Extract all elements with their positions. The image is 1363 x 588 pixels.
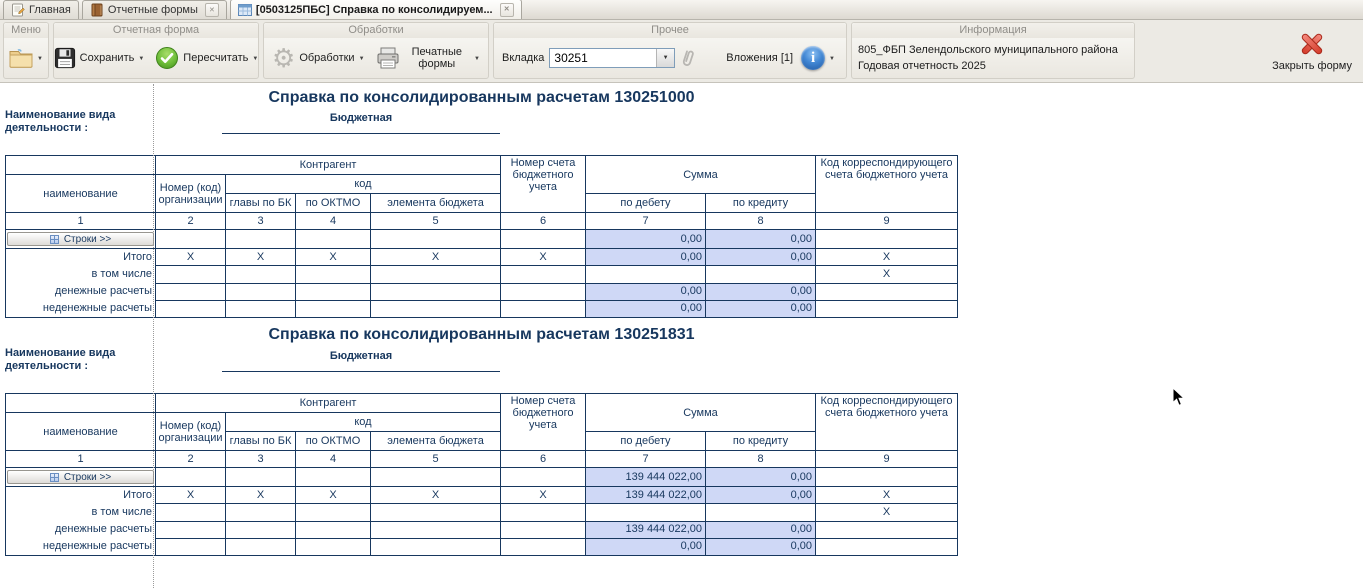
row-label-noncash: неденежные расчеты bbox=[42, 302, 152, 314]
processing-button[interactable] bbox=[269, 43, 368, 73]
close-form-label: Закрыть форму bbox=[1272, 59, 1352, 72]
printer-icon bbox=[376, 47, 400, 69]
cell-empty[interactable] bbox=[156, 266, 226, 283]
cell-x[interactable]: X bbox=[501, 487, 586, 504]
header-corr-account: Код корреспондирующего счета бюджетного учета bbox=[816, 156, 958, 213]
cell-empty[interactable] bbox=[371, 521, 501, 538]
cell-noncash-debit[interactable]: 0,00 bbox=[586, 300, 706, 317]
cell-input-debit[interactable]: 139 444 022,00 bbox=[586, 468, 706, 487]
notepad-icon bbox=[11, 3, 25, 17]
group-caption: Прочее bbox=[494, 23, 846, 38]
cell-empty[interactable] bbox=[226, 283, 296, 300]
header-empty bbox=[6, 156, 156, 175]
cell-x[interactable]: X bbox=[501, 249, 586, 266]
cell-cash-debit[interactable]: 139 444 022,00 bbox=[586, 521, 706, 538]
cell-noncash-credit[interactable]: 0,00 bbox=[706, 538, 816, 555]
cell-total-credit[interactable]: 0,00 bbox=[706, 487, 816, 504]
menu-button[interactable] bbox=[6, 46, 46, 70]
recalculate-label: Пересчитать bbox=[183, 52, 249, 64]
book-icon bbox=[90, 3, 104, 17]
cell-empty[interactable] bbox=[156, 468, 226, 487]
col-number: 4 bbox=[296, 213, 371, 230]
cell-empty[interactable] bbox=[816, 521, 958, 538]
cell-empty[interactable] bbox=[226, 504, 296, 521]
cell-x[interactable]: X bbox=[296, 487, 371, 504]
report-period-text: Годовая отчетность 2025 bbox=[858, 60, 986, 72]
cell-x[interactable]: X bbox=[296, 249, 371, 266]
col-number: 9 bbox=[816, 213, 958, 230]
close-x-icon bbox=[1298, 30, 1326, 58]
col-number: 7 bbox=[586, 451, 706, 468]
cell-empty[interactable] bbox=[371, 266, 501, 283]
row-label-cash: денежные расчеты bbox=[54, 523, 152, 535]
attachments-label: Вложения [1] bbox=[726, 52, 794, 64]
cell-empty[interactable] bbox=[226, 538, 296, 555]
row-labels-cell bbox=[6, 487, 156, 556]
cell-empty[interactable] bbox=[501, 538, 586, 555]
cell-empty[interactable] bbox=[296, 300, 371, 317]
row-label-including: в том числе bbox=[91, 268, 152, 280]
header-bk-chapter: главы по БК bbox=[226, 194, 296, 213]
toolbar bbox=[0, 20, 1363, 83]
rows-expand-button[interactable] bbox=[7, 470, 154, 484]
grid-icon bbox=[50, 235, 59, 244]
cell-input-credit[interactable]: 0,00 bbox=[706, 230, 816, 249]
dropdown-caret-icon bbox=[252, 52, 258, 64]
cell-empty[interactable] bbox=[371, 504, 501, 521]
cell-empty[interactable] bbox=[296, 266, 371, 283]
rows-expand-label: Строки >> bbox=[63, 471, 112, 483]
cell-total-debit[interactable]: 0,00 bbox=[586, 249, 706, 266]
col-number: 6 bbox=[501, 451, 586, 468]
row-labels-cell bbox=[6, 249, 156, 318]
cell-empty[interactable] bbox=[371, 468, 501, 487]
col-number: 2 bbox=[156, 451, 226, 468]
cell-input-debit[interactable]: 0,00 bbox=[586, 230, 706, 249]
cell-empty[interactable] bbox=[226, 266, 296, 283]
close-form-button[interactable] bbox=[1264, 22, 1360, 79]
row-label-including: в том числе bbox=[91, 506, 152, 518]
cell-empty[interactable] bbox=[501, 283, 586, 300]
header-oktmo: по ОКТМО bbox=[296, 432, 371, 451]
header-code: код bbox=[226, 175, 501, 194]
report-table-130251000 bbox=[5, 155, 958, 318]
header-sum: Сумма bbox=[586, 156, 816, 194]
cell-x[interactable]: X bbox=[226, 487, 296, 504]
cell-x[interactable]: X bbox=[226, 249, 296, 266]
rows-expand-button[interactable] bbox=[7, 232, 154, 246]
row-label-cash: денежные расчеты bbox=[54, 285, 152, 297]
col-number: 3 bbox=[226, 451, 296, 468]
cell-empty[interactable] bbox=[501, 468, 586, 487]
activity-type-label: Наименование вида деятельности : bbox=[5, 109, 116, 134]
cell-total-debit[interactable]: 139 444 022,00 bbox=[586, 487, 706, 504]
vkladka-label: Вкладка bbox=[502, 52, 545, 64]
cell-x[interactable]: X bbox=[816, 249, 958, 266]
cell-empty[interactable] bbox=[156, 538, 226, 555]
tab-label: [0503125ПБС] Справка по консолидируем... bbox=[255, 3, 493, 16]
cell-empty[interactable] bbox=[816, 283, 958, 300]
gear-icon bbox=[272, 45, 295, 71]
paperclip-icon[interactable] bbox=[680, 48, 696, 68]
cell-empty[interactable] bbox=[371, 300, 501, 317]
header-debit: по дебету bbox=[586, 432, 706, 451]
vkladka-combobox[interactable] bbox=[549, 48, 675, 68]
header-oktmo: по ОКТМО bbox=[296, 194, 371, 213]
activity-type-value[interactable]: Бюджетная bbox=[222, 112, 500, 134]
save-button[interactable] bbox=[51, 45, 148, 71]
cell-input-credit[interactable]: 0,00 bbox=[706, 468, 816, 487]
row-label-noncash: неденежные расчеты bbox=[42, 540, 152, 552]
cell-empty[interactable] bbox=[226, 468, 296, 487]
cell-x[interactable]: X bbox=[816, 487, 958, 504]
activity-type-value[interactable]: Бюджетная bbox=[222, 350, 500, 372]
cell-empty[interactable] bbox=[156, 283, 226, 300]
section1-title: Справка по консолидированным расчетам 130251000 bbox=[268, 89, 695, 106]
tab-spravka-active[interactable] bbox=[230, 0, 522, 19]
report-table-130251831 bbox=[5, 393, 958, 556]
header-org-number: Номер (код) организации bbox=[156, 175, 226, 213]
header-account-number: Номер счета бюджетного учета bbox=[501, 156, 586, 213]
floppy-icon bbox=[54, 47, 76, 69]
tab-close-icon[interactable] bbox=[500, 3, 514, 17]
info-icon bbox=[801, 46, 825, 70]
cell-empty[interactable] bbox=[371, 283, 501, 300]
col-number: 3 bbox=[226, 213, 296, 230]
print-forms-button[interactable] bbox=[373, 44, 483, 72]
tab-bar bbox=[0, 0, 1363, 20]
header-counterparty: Контрагент bbox=[156, 394, 501, 413]
cell-empty[interactable] bbox=[296, 230, 371, 249]
cell-empty[interactable] bbox=[296, 521, 371, 538]
rows-expand-label: Строки >> bbox=[63, 233, 112, 245]
group-caption: Обработки bbox=[264, 23, 488, 38]
cell-cash-credit[interactable]: 0,00 bbox=[706, 521, 816, 538]
cell-empty[interactable] bbox=[816, 230, 958, 249]
cell-empty[interactable] bbox=[296, 283, 371, 300]
row-label-total: Итого bbox=[123, 489, 152, 501]
dropdown-caret-icon bbox=[37, 52, 43, 64]
cell-empty[interactable] bbox=[226, 521, 296, 538]
col-number: 8 bbox=[706, 213, 816, 230]
col-number: 1 bbox=[6, 451, 156, 468]
cell-empty[interactable] bbox=[371, 230, 501, 249]
attachments-info-button[interactable] bbox=[798, 44, 838, 72]
cell-noncash-credit[interactable]: 0,00 bbox=[706, 300, 816, 317]
dropdown-caret-icon bbox=[474, 52, 480, 64]
group-information bbox=[851, 22, 1135, 79]
processing-label: Обработки bbox=[299, 52, 355, 64]
check-circle-icon bbox=[155, 46, 179, 70]
rows-button-cell bbox=[6, 468, 156, 487]
group-caption: Информация bbox=[852, 23, 1134, 38]
grid-icon bbox=[50, 473, 59, 482]
header-debit: по дебету bbox=[586, 194, 706, 213]
cell-empty[interactable] bbox=[226, 300, 296, 317]
cell-empty[interactable] bbox=[501, 521, 586, 538]
header-name: наименование bbox=[6, 413, 156, 451]
cell-empty[interactable] bbox=[156, 504, 226, 521]
dropdown-caret-icon bbox=[829, 52, 835, 64]
cell-empty[interactable] bbox=[156, 521, 226, 538]
header-credit: по кредиту bbox=[706, 194, 816, 213]
cell-empty[interactable] bbox=[586, 266, 706, 283]
cell-empty[interactable] bbox=[226, 230, 296, 249]
section2-title: Справка по консолидированным расчетам 130251831 bbox=[268, 326, 695, 343]
cell-x[interactable]: X bbox=[816, 266, 958, 283]
tab-label: Главная bbox=[29, 4, 71, 16]
cell-empty[interactable] bbox=[501, 230, 586, 249]
dropdown-caret-icon bbox=[138, 52, 144, 64]
cell-empty[interactable] bbox=[296, 468, 371, 487]
activity-type-label: Наименование вида деятельности : bbox=[5, 347, 116, 372]
group-processing bbox=[263, 22, 489, 79]
col-number: 6 bbox=[501, 213, 586, 230]
group-caption: Меню bbox=[4, 23, 48, 38]
cell-empty[interactable] bbox=[371, 538, 501, 555]
header-empty bbox=[6, 394, 156, 413]
col-number: 5 bbox=[371, 213, 501, 230]
cell-x[interactable]: X bbox=[156, 249, 226, 266]
col-number: 5 bbox=[371, 451, 501, 468]
form-grid-icon bbox=[238, 3, 252, 17]
cell-empty[interactable] bbox=[156, 300, 226, 317]
cell-x[interactable]: X bbox=[156, 487, 226, 504]
cell-empty[interactable] bbox=[816, 300, 958, 317]
header-code: код bbox=[226, 413, 501, 432]
cell-empty[interactable] bbox=[501, 504, 586, 521]
vkladka-value: 30251 bbox=[554, 51, 588, 65]
cell-empty[interactable] bbox=[296, 538, 371, 555]
print-forms-label: Печатные формы bbox=[411, 46, 462, 70]
cell-noncash-debit[interactable]: 0,00 bbox=[586, 538, 706, 555]
cell-empty[interactable] bbox=[156, 230, 226, 249]
tab-otchetnye-formy[interactable] bbox=[82, 0, 227, 19]
org-name-text: 805_ФБП Зелендольского муниципального района bbox=[858, 44, 1118, 56]
tab-label: Отчетные формы bbox=[107, 4, 198, 16]
group-caption: Отчетная форма bbox=[54, 23, 258, 38]
cell-empty[interactable] bbox=[296, 504, 371, 521]
group-other bbox=[493, 22, 847, 79]
tab-glavnaya[interactable] bbox=[3, 0, 79, 19]
cell-total-credit[interactable]: 0,00 bbox=[706, 249, 816, 266]
cell-x[interactable]: X bbox=[371, 249, 501, 266]
rows-button-cell bbox=[6, 230, 156, 249]
col-number: 1 bbox=[6, 213, 156, 230]
header-credit: по кредиту bbox=[706, 432, 816, 451]
header-sum: Сумма bbox=[586, 394, 816, 432]
col-number: 9 bbox=[816, 451, 958, 468]
cell-empty[interactable] bbox=[501, 300, 586, 317]
header-budget-element: элемента бюджета bbox=[371, 432, 501, 451]
cell-empty[interactable] bbox=[501, 266, 586, 283]
group-menu bbox=[3, 22, 49, 79]
row-label-total: Итого bbox=[123, 251, 152, 263]
recalculate-button[interactable] bbox=[152, 44, 261, 72]
col-number: 4 bbox=[296, 451, 371, 468]
cell-empty[interactable] bbox=[586, 504, 706, 521]
col-number: 2 bbox=[156, 213, 226, 230]
group-report-form bbox=[53, 22, 259, 79]
header-counterparty: Контрагент bbox=[156, 156, 501, 175]
cell-empty[interactable] bbox=[816, 468, 958, 487]
cell-x[interactable]: X bbox=[371, 487, 501, 504]
cell-cash-credit[interactable]: 0,00 bbox=[706, 283, 816, 300]
cell-empty[interactable] bbox=[706, 504, 816, 521]
header-org-number: Номер (код) организации bbox=[156, 413, 226, 451]
col-number: 8 bbox=[706, 451, 816, 468]
header-account-number: Номер счета бюджетного учета bbox=[501, 394, 586, 451]
mouse-cursor bbox=[1172, 387, 1185, 412]
cell-x[interactable]: X bbox=[816, 504, 958, 521]
header-corr-account: Код корреспондирующего счета бюджетного учета bbox=[816, 394, 958, 451]
header-bk-chapter: главы по БК bbox=[226, 432, 296, 451]
cell-empty[interactable] bbox=[816, 538, 958, 555]
col-number: 7 bbox=[586, 213, 706, 230]
save-label: Сохранить bbox=[79, 52, 135, 64]
header-budget-element: элемента бюджета bbox=[371, 194, 501, 213]
tab-close-icon[interactable] bbox=[205, 3, 219, 17]
dropdown-caret-icon bbox=[359, 52, 365, 64]
cell-empty[interactable] bbox=[706, 266, 816, 283]
cell-cash-debit[interactable]: 0,00 bbox=[586, 283, 706, 300]
header-name: наименование bbox=[6, 175, 156, 213]
combo-dropdown-icon[interactable] bbox=[656, 49, 674, 67]
folder-icon bbox=[9, 48, 33, 68]
